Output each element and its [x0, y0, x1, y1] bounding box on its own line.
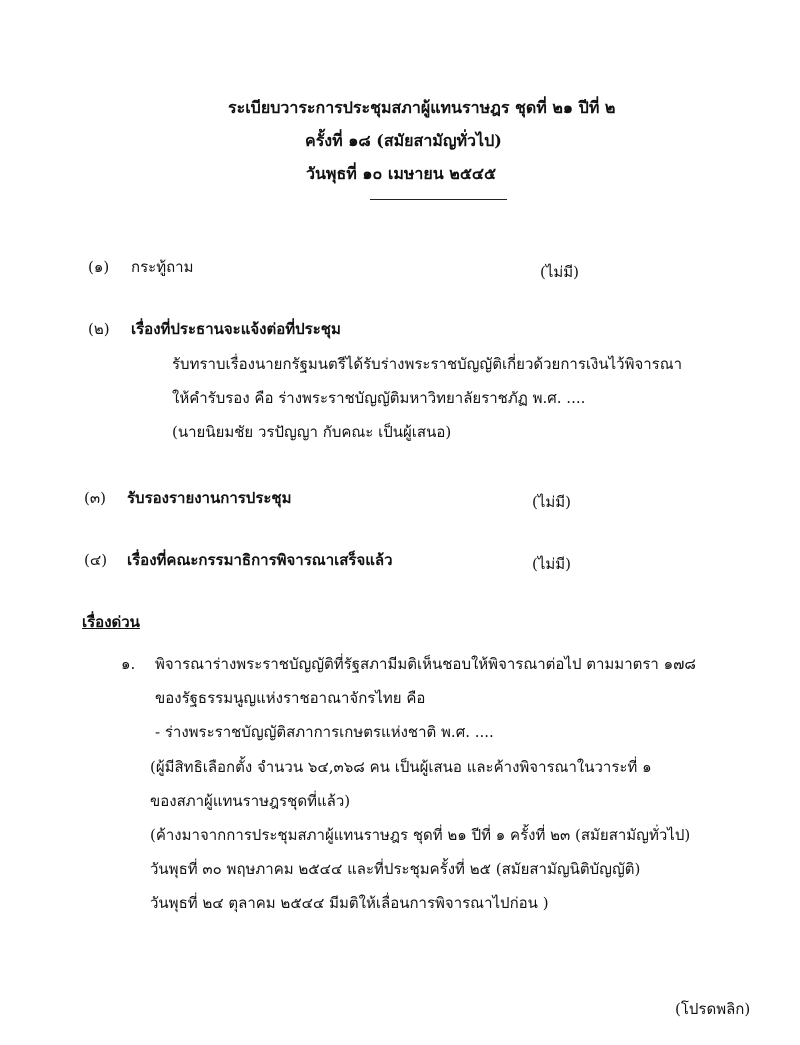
item-2-body-line: รับทราบเรื่องนายกรัฐมนตรีได้รับร่างพระราชบัญญัติเกี่ยวด้วยการเงินไว้พิจารณา [172, 355, 683, 373]
urgent-line: (ผู้มีสิทธิเลือกตั้ง จำนวน ๖๔,๓๖๘ คน เป็นผู้เสนอ และค้างพิจารณาในวาระที่ ๑ [150, 758, 652, 776]
item-2-number: (๒) [88, 320, 110, 338]
urgent-line: ของสภาผู้แทนราษฎรชุดที่แล้ว) [150, 792, 351, 810]
item-2-title: เรื่องที่ประธานจะแจ้งต่อที่ประชุม [131, 320, 341, 338]
session-date: วันพุธที่ ๑๐ เมษายน ๒๕๔๕ [306, 164, 497, 183]
item-2-body-line: (นายนิยมชัย วรปัญญา กับคณะ เป็นผู้เสนอ) [172, 423, 452, 441]
session-number: ครั้งที่ ๑๘ (สมัยสามัญทั่วไป) [305, 131, 502, 150]
item-2-body-line: ให้คำรับรอง คือ ร่างพระราชบัญญัติมหาวิทยาลัยราชภัฏ พ.ศ. .... [172, 389, 586, 407]
item-4-title: เรื่องที่คณะกรรมาธิการพิจารณาเสร็จแล้ว [127, 551, 393, 569]
item-4-status: (ไม่มี) [532, 555, 572, 573]
item-1-status: (ไม่มี) [540, 263, 580, 281]
item-3-title: รับรองรายงานการประชุม [127, 489, 292, 507]
urgent-line: วันพุธที่ ๓๐ พฤษภาคม ๒๕๔๔ และที่ประชุมครั้งที่ ๒๕ (สมัยสามัญนิติบัญญัติ) [150, 860, 641, 878]
header-divider [370, 199, 507, 200]
agenda-title: ระเบียบวาระการประชุมสภาผู้แทนราษฎร ชุดที่ ๒๑ ปีที่ ๒ [228, 98, 616, 117]
urgent-item-number: ๑. [121, 655, 136, 673]
item-1-number: (๑) [88, 258, 110, 276]
turn-page-note: (โปรดพลิก) [675, 1000, 751, 1018]
item-1-title: กระทู้ถาม [131, 258, 194, 276]
urgent-line: - ร่างพระราชบัญญัติสภาการเกษตรแห่งชาติ พ.ศ. .... [155, 723, 494, 741]
urgent-line: (ค้างมาจากการประชุมสภาผู้แทนราษฎร ชุดที่ ๒๑ ปีที่ ๑ ครั้งที่ ๒๓ (สมัยสามัญทั่วไป) [150, 826, 691, 844]
item-3-status: (ไม่มี) [532, 493, 572, 511]
urgent-heading: เรื่องด่วน [82, 613, 140, 631]
urgent-line: วันพุธที่ ๒๔ ตุลาคม ๒๕๔๔ มีมติให้เลื่อนการพิจารณาไปก่อน ) [150, 894, 549, 912]
urgent-line: ของรัฐธรรมนูญแห่งราชอาณาจักรไทย คือ [155, 689, 426, 707]
urgent-line: พิจารณาร่างพระราชบัญญัติที่รัฐสภามีมติเห็นชอบให้พิจารณาต่อไป ตามมาตรา ๑๗๘ [155, 655, 696, 673]
item-3-number: (๓) [84, 489, 106, 507]
item-4-number: (๔) [84, 551, 108, 569]
